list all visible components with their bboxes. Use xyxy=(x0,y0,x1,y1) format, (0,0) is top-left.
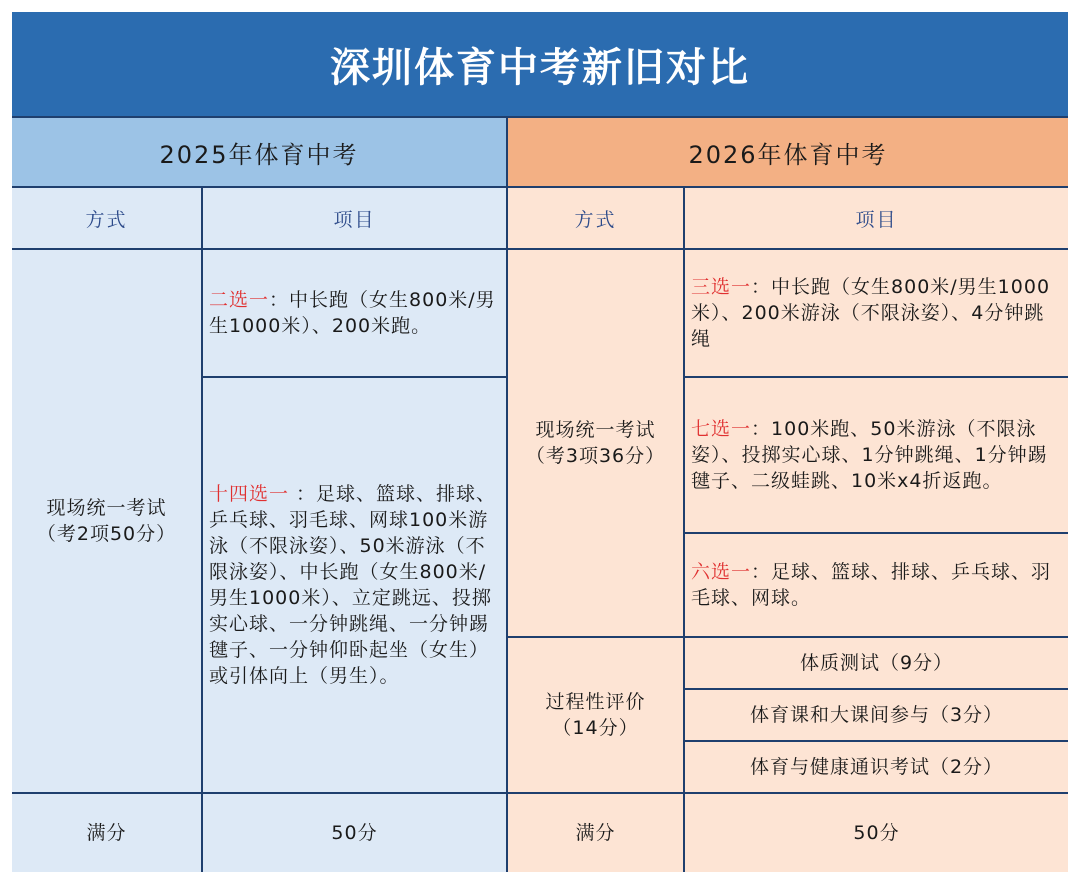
items-2026-group2 xyxy=(685,378,1068,534)
title-text: 深圳体育中考新旧对比 xyxy=(330,44,750,91)
header-2025 xyxy=(12,118,508,188)
header-2025-text: 2025年体育中考 xyxy=(159,140,359,169)
full-score-value-2026-text: 50分 xyxy=(853,822,900,844)
method-2026-note: （考3项36分） xyxy=(525,445,666,467)
tag-2025-group1: 二选一 xyxy=(209,289,270,311)
tag-2026-group1: 三选一 xyxy=(691,276,752,298)
method-header-2026-text: 方式 xyxy=(574,208,617,231)
text-2026-group1: ：中长跑（女生800米/男生1000米）、200米游泳（不限泳姿）、4分钟跳绳 xyxy=(691,276,1051,350)
method-header-2025 xyxy=(12,188,203,250)
full-score-label-2026 xyxy=(508,794,685,872)
full-score-value-2026 xyxy=(685,794,1068,872)
items-2026-group1 xyxy=(685,250,1068,378)
items-2025-group1 xyxy=(203,250,508,378)
tag-2026-group3: 六选一 xyxy=(691,561,752,583)
page-title xyxy=(12,12,1068,118)
text-2026-group2: ：100米跑、50米游泳（不限泳姿）、投掷实心球、1分钟跳绳、1分钟踢毽子、二级蛙跳、10米x4折返跑。 xyxy=(691,418,1048,492)
process-item-text: 体质测试（9分） xyxy=(799,652,954,674)
method-header-2026 xyxy=(508,188,685,250)
text-2026-group3: ：足球、篮球、排球、乒乓球、羽毛球、网球。 xyxy=(691,561,1052,609)
full-score-label-2025 xyxy=(12,794,203,872)
item-header-2026-text: 项目 xyxy=(855,208,898,231)
process-2026 xyxy=(508,638,685,794)
method-2025 xyxy=(12,250,203,794)
process-2026-text: 过程性评价 xyxy=(545,691,646,713)
process-item-text: 体育课和大课间参与（3分） xyxy=(749,704,1004,726)
full-score-value-2025 xyxy=(203,794,508,872)
process-item xyxy=(685,638,1068,690)
text-2025-group1: ：中长跑（女生800米/男生1000米）、200米跑。 xyxy=(209,289,496,337)
items-2026-group3 xyxy=(685,534,1068,638)
method-header-2025-text: 方式 xyxy=(85,208,128,231)
item-header-2026 xyxy=(685,188,1068,250)
full-score-value-2025-text: 50分 xyxy=(331,822,378,844)
process-2026-note: （14分） xyxy=(552,717,639,739)
method-2026-text: 现场统一考试 xyxy=(535,419,656,441)
header-2026 xyxy=(508,118,1068,188)
method-2025-text: 现场统一考试 xyxy=(46,497,167,519)
method-2025-note: （考2项50分） xyxy=(36,523,177,545)
item-header-2025 xyxy=(203,188,508,250)
item-header-2025-text: 项目 xyxy=(333,208,376,231)
tag-2026-group2: 七选一 xyxy=(691,418,752,440)
process-item xyxy=(685,742,1068,794)
method-2026 xyxy=(508,250,685,638)
full-score-label-2026-text: 满分 xyxy=(575,822,616,844)
items-2025-group2 xyxy=(203,378,508,794)
full-score-label-2025-text: 满分 xyxy=(86,822,127,844)
process-item-text: 体育与健康通识考试（2分） xyxy=(749,756,1004,778)
text-2025-group2: ：足球、篮球、排球、乒乓球、羽毛球、网球100米游泳（不限泳姿）、50米游泳（不限泳姿）、中长跑（女生800米/男生1000米）、立定跳远、投掷实心球、一分钟跳绳、一分钟踢毽子、一分钟仰卧起坐（女生）或引体向上（男生）。 xyxy=(209,483,497,687)
tag-2025-group2: 十四选一 xyxy=(209,483,290,505)
header-2026-text: 2026年体育中考 xyxy=(688,140,888,169)
process-item xyxy=(685,690,1068,742)
